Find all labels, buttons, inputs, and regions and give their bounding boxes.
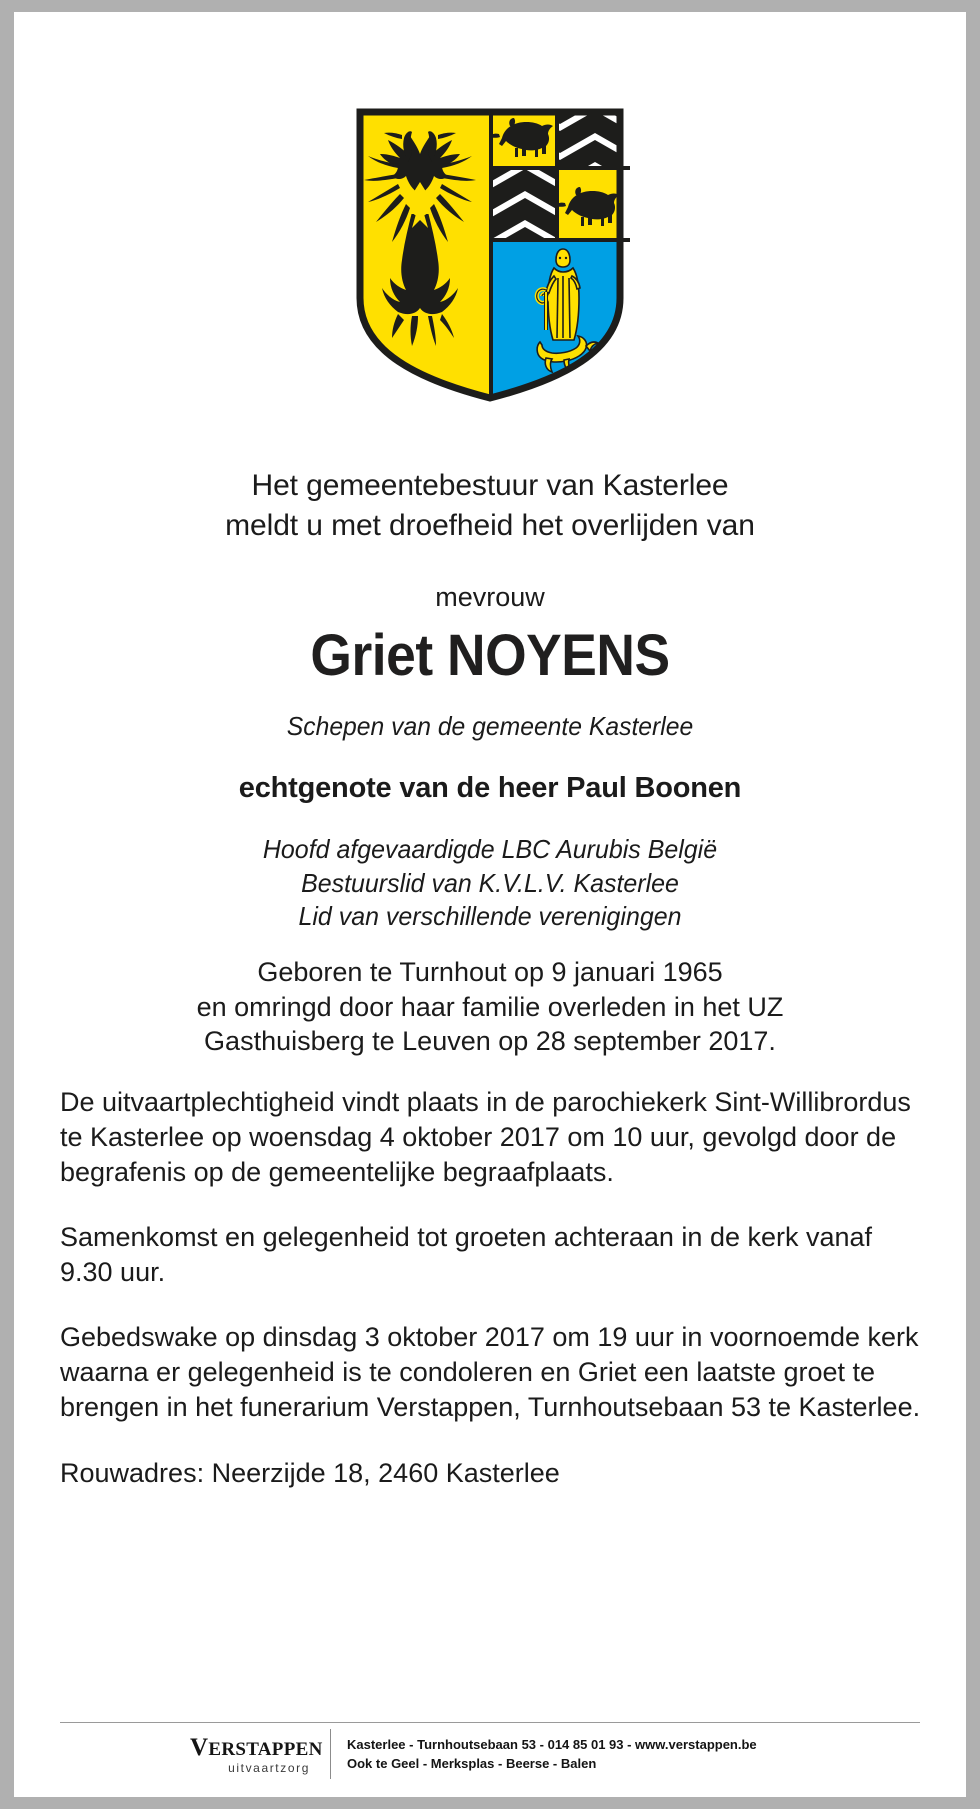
affiliation-line-3: Lid van verschillende verenigingen	[298, 900, 682, 931]
paragraph-gap	[14, 1426, 966, 1456]
paragraph-gap	[14, 1290, 966, 1320]
footer-address-line-2: Ook te Geel - Merksplas - Beerse - Balen	[347, 1756, 597, 1771]
footer-address-line-1: Kasterlee - Turnhoutsebaan 53 - 014 85 01 93 - www.verstappen.be	[347, 1736, 757, 1752]
gathering-paragraph: Samenkomst en gelegenheid tot groeten achteraan in de kerk vanaf 9.30 uur.	[60, 1222, 873, 1288]
footer	[60, 1725, 920, 1783]
footer-divider-rule	[60, 1722, 920, 1723]
death-line-1: en omringd door haar familie overleden in het UZ	[196, 991, 784, 1022]
intro-text	[14, 466, 966, 545]
paragraph-gap	[14, 1190, 966, 1220]
footer-address	[347, 1735, 757, 1774]
birth-line: Geboren te Turnhout op 9 januari 1965	[257, 957, 723, 988]
affiliation-line-2: Bestuurslid van K.V.L.V. Kasterlee	[301, 867, 679, 898]
logo-initial: V	[190, 1733, 209, 1761]
death-line-2: Gasthuisberg te Leuven op 28 september 2017.	[204, 1026, 776, 1057]
memorial-card	[14, 12, 966, 1797]
coat-of-arms-kasterlee-icon	[350, 102, 630, 402]
logo-name-rest: ERSTAPPEN	[208, 1738, 323, 1760]
deceased-name: Griet NOYENS	[310, 622, 670, 688]
birth-death-dates	[14, 955, 966, 1059]
footer-vertical-divider	[330, 1729, 331, 1779]
intro-line-2: meldt u met droefheid het overlijden van	[225, 508, 755, 542]
logo-tagline: uitvaartzorg	[228, 1760, 310, 1775]
affiliation-line-1: Hoofd afgevaardigde LBC Aurubis België	[262, 834, 718, 865]
logo-name	[190, 1733, 323, 1761]
wake-paragraph: Gebedswake op dinsdag 3 oktober 2017 om 19 uur in voornoemde kerk waarna er gelegenheid is te condoleren en Griet een laatste groet te brengen in het funerarium Verstappen, Turnhoutsebaan 53 te Kasterlee.	[60, 1322, 921, 1423]
deceased-role: Schepen van de gemeente Kasterlee	[286, 711, 694, 742]
salutation: mevrouw	[435, 582, 545, 613]
affiliations	[33, 833, 947, 933]
verstappen-logo	[60, 1733, 323, 1775]
spouse-line: echtgenote van de heer Paul Boonen	[238, 772, 742, 805]
funeral-paragraph: De uitvaartplechtigheid vindt plaats in de parochiekerk Sint-Willibrordus te Kasterlee op woensdag 4 oktober 2017 om 10 uur, gevolgd door de begrafenis op de gemeentelijke begraafplaats.	[60, 1086, 911, 1187]
intro-line-1: Het gemeentebestuur van Kasterlee	[251, 469, 729, 502]
mourning-address: Rouwadres: Neerzijde 18, 2460 Kasterlee	[60, 1457, 560, 1488]
coat-of-arms-container	[14, 12, 966, 402]
